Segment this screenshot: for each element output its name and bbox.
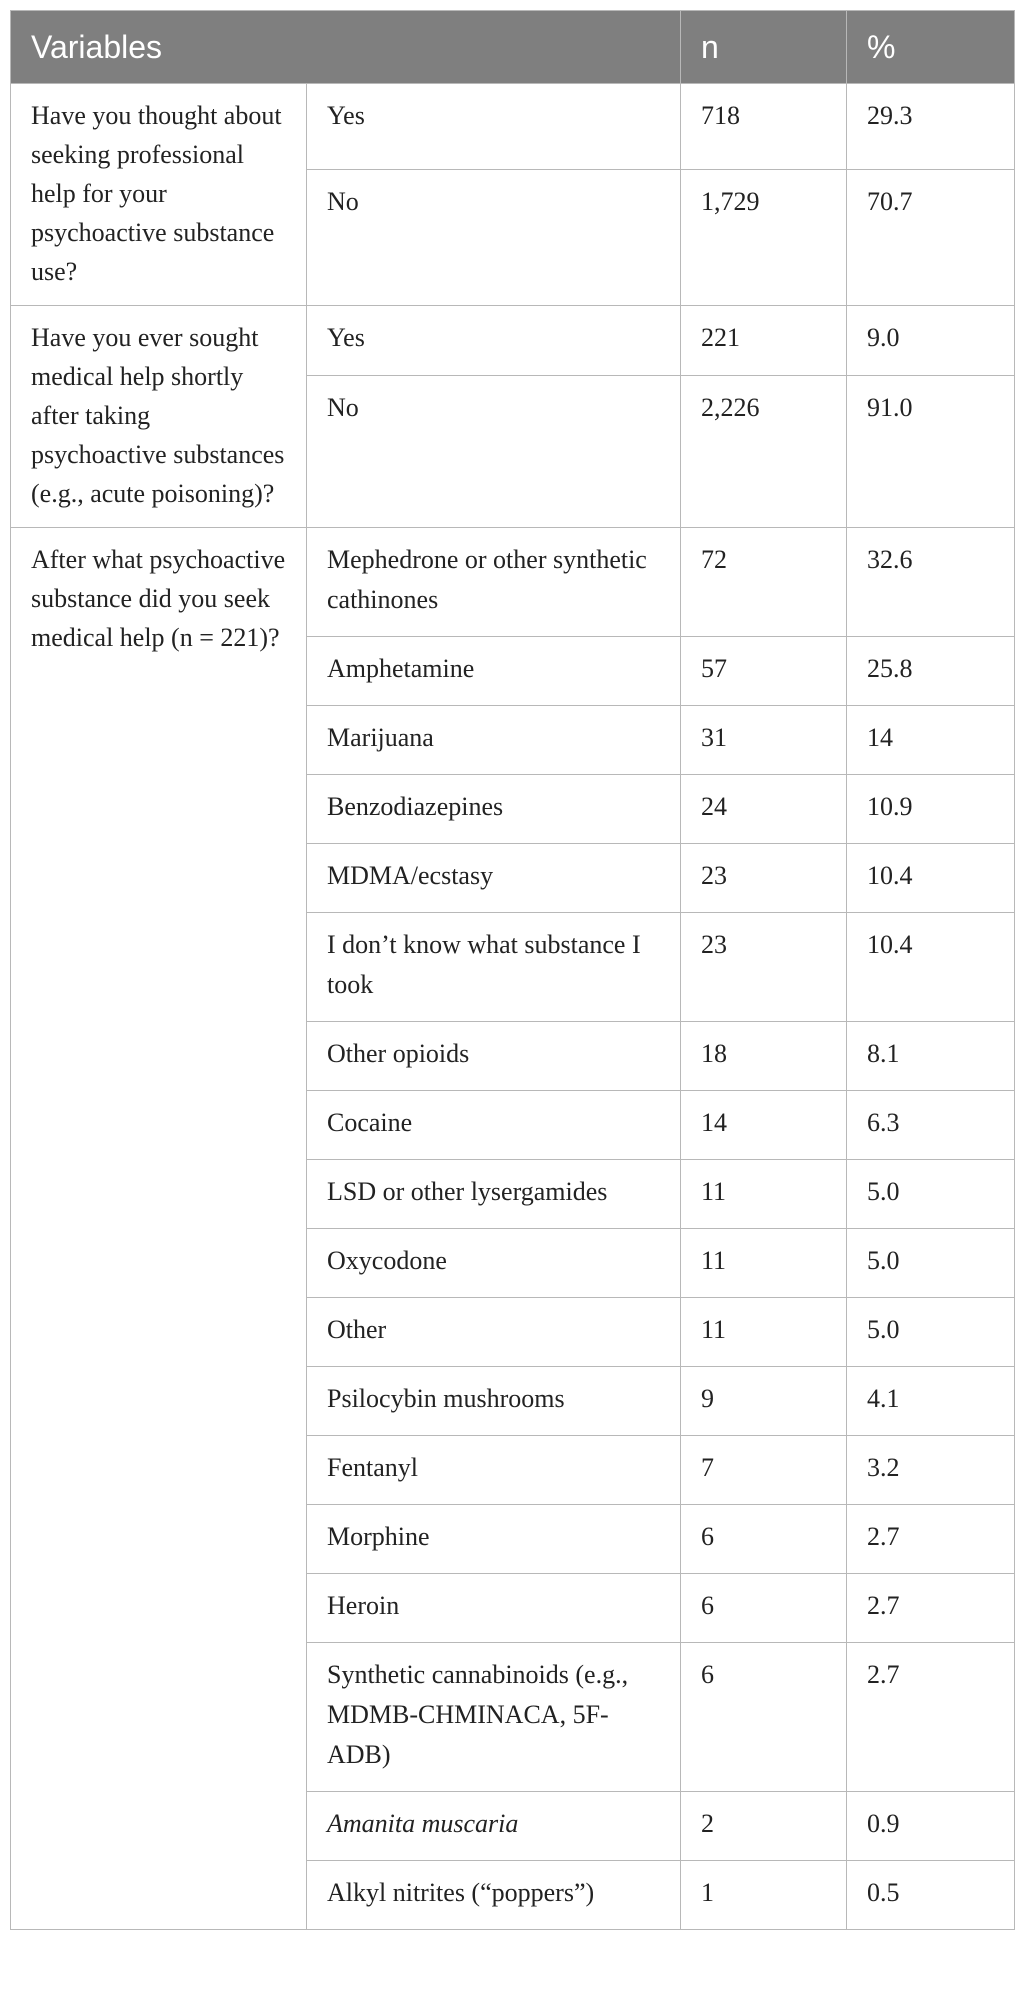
percent-cell: 2.7 [847,1643,1015,1792]
answer-label: Mephedrone or other synthetic cathinones [307,528,681,637]
header-n: n [681,11,847,84]
answer-label: Morphine [307,1505,681,1574]
percent-cell: 6.3 [847,1091,1015,1160]
answer-label: Amphetamine [307,637,681,706]
table-row [11,84,1015,170]
count-cell: 31 [681,706,847,775]
answer-label: Other opioids [307,1022,681,1091]
header-percent: % [847,11,1015,84]
header-variables: Variables [11,11,681,84]
answer-label: No [307,170,681,306]
count-cell: 2,226 [681,376,847,528]
percent-cell: 32.6 [847,528,1015,637]
answer-label: Amanita muscaria [307,1792,681,1861]
count-cell: 1,729 [681,170,847,306]
count-cell: 6 [681,1643,847,1792]
percent-cell: 25.8 [847,637,1015,706]
count-cell: 7 [681,1436,847,1505]
percent-cell: 9.0 [847,306,1015,376]
count-cell: 6 [681,1505,847,1574]
percent-cell: 0.9 [847,1792,1015,1861]
percent-cell: 10.4 [847,844,1015,913]
count-cell: 718 [681,84,847,170]
percent-cell: 14 [847,706,1015,775]
answer-label: Yes [307,306,681,376]
table-row [11,528,1015,637]
percent-cell: 0.5 [847,1861,1015,1930]
answer-label: Benzodiazepines [307,775,681,844]
count-cell: 11 [681,1229,847,1298]
answer-label: Yes [307,84,681,170]
answer-label: MDMA/ecstasy [307,844,681,913]
count-cell: 23 [681,913,847,1022]
table-header [11,11,1015,84]
count-cell: 57 [681,637,847,706]
percent-cell: 8.1 [847,1022,1015,1091]
count-cell: 11 [681,1160,847,1229]
count-cell: 18 [681,1022,847,1091]
percent-cell: 70.7 [847,170,1015,306]
answer-label: LSD or other lysergamides [307,1160,681,1229]
count-cell: 11 [681,1298,847,1367]
answer-label: Fentanyl [307,1436,681,1505]
count-cell: 6 [681,1574,847,1643]
answer-label: Cocaine [307,1091,681,1160]
percent-cell: 5.0 [847,1160,1015,1229]
table-body [11,84,1015,1930]
count-cell: 1 [681,1861,847,1930]
count-cell: 14 [681,1091,847,1160]
answer-label: I don’t know what substance I took [307,913,681,1022]
percent-cell: 5.0 [847,1298,1015,1367]
count-cell: 24 [681,775,847,844]
count-cell: 2 [681,1792,847,1861]
percent-cell: 4.1 [847,1367,1015,1436]
percent-cell: 5.0 [847,1229,1015,1298]
question-cell: After what psychoactive substance did you seek medical help (n = 221)? [11,528,307,1930]
percent-cell: 29.3 [847,84,1015,170]
count-cell: 9 [681,1367,847,1436]
data-table [10,10,1015,1930]
count-cell: 221 [681,306,847,376]
answer-label: Heroin [307,1574,681,1643]
percent-cell: 10.9 [847,775,1015,844]
answer-label: No [307,376,681,528]
count-cell: 72 [681,528,847,637]
answer-label: Alkyl nitrites (“poppers”) [307,1861,681,1930]
question-cell: Have you ever sought medical help shortly after taking psychoactive substances (e.g., acute poisoning)? [11,306,307,528]
answer-label: Synthetic cannabinoids (e.g., MDMB-CHMINACA, 5F-ADB) [307,1643,681,1792]
question-cell: Have you thought about seeking professional help for your psychoactive substance use? [11,84,307,306]
table-row [11,306,1015,376]
answer-label: Psilocybin mushrooms [307,1367,681,1436]
answer-label: Marijuana [307,706,681,775]
percent-cell: 3.2 [847,1436,1015,1505]
percent-cell: 91.0 [847,376,1015,528]
answer-label: Other [307,1298,681,1367]
percent-cell: 2.7 [847,1505,1015,1574]
percent-cell: 10.4 [847,913,1015,1022]
count-cell: 23 [681,844,847,913]
percent-cell: 2.7 [847,1574,1015,1643]
answer-label: Oxycodone [307,1229,681,1298]
